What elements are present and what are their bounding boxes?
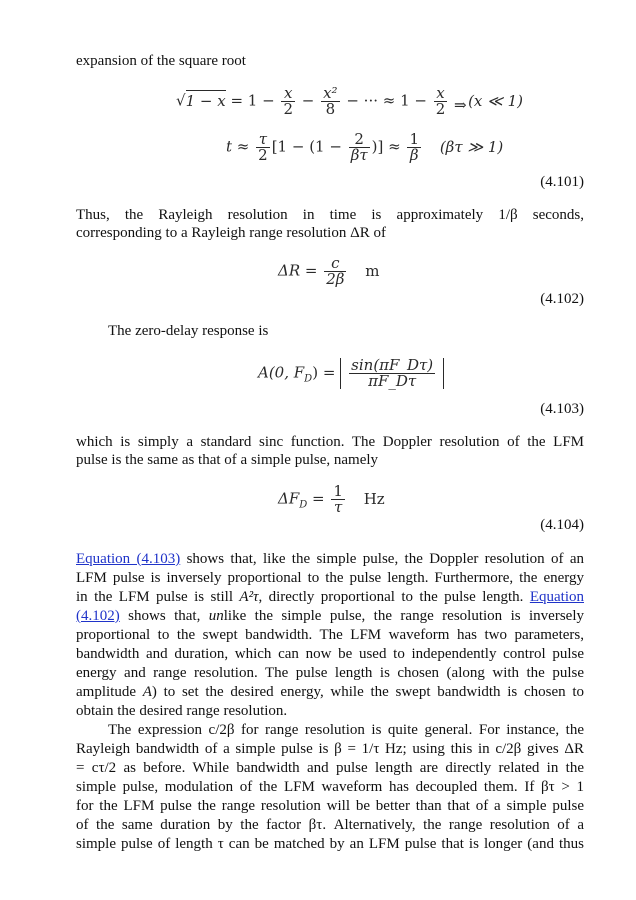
fraction-denominator: 2β bbox=[326, 270, 345, 288]
eq-subscript: D bbox=[299, 499, 308, 511]
equation-4-102-link[interactable]: Equation bbox=[529, 589, 584, 605]
fraction bbox=[331, 484, 345, 515]
eq-text: = 1 − bbox=[225, 91, 280, 110]
equation-4-104 bbox=[278, 484, 385, 515]
equation-4-101-row1 bbox=[176, 86, 523, 117]
text-span: in the LFM pulse is still bbox=[76, 589, 240, 605]
fraction bbox=[321, 86, 339, 117]
paragraph-line bbox=[76, 683, 584, 701]
text-span: shows that, like the simple pulse, the Doppler resolution of an bbox=[180, 551, 584, 567]
fraction-denominator: 2 bbox=[258, 146, 268, 164]
paragraph-line: = cτ/2 as before. While bandwidth and pulse length are directly related in the bbox=[76, 760, 584, 776]
fraction bbox=[324, 256, 346, 287]
unit-label: Hz bbox=[363, 489, 385, 508]
fraction bbox=[256, 132, 270, 163]
eq-text: )] ≈ bbox=[371, 137, 406, 156]
absolute-value bbox=[340, 358, 444, 389]
paragraph-line: pulse is the same as that of a simple pulse, namely bbox=[76, 452, 379, 468]
paragraph-line: corresponding to a Rayleigh range resolution ΔR of bbox=[76, 225, 386, 241]
text-span: , directly proportional to the pulse length. bbox=[258, 589, 530, 605]
equation-number: (4.101) bbox=[540, 174, 584, 190]
paragraph-line: energy and range resolution. The pulse length is chosen (along with the pulse bbox=[76, 665, 584, 681]
fraction bbox=[407, 132, 421, 163]
text-span: A²τ bbox=[239, 589, 259, 605]
fraction-denominator: 2 bbox=[435, 100, 446, 118]
fraction-numerator: c bbox=[324, 256, 346, 272]
eq-text: − bbox=[296, 91, 320, 110]
fraction bbox=[281, 86, 295, 117]
intro-text: expansion of the square root bbox=[76, 53, 246, 69]
sqrt-radicand: 1 − x bbox=[185, 91, 226, 110]
paragraph-line: which is simply a standard sinc function. The Doppler resolution of the LFM bbox=[76, 434, 584, 450]
equation-4-101-row2 bbox=[226, 132, 503, 163]
text-span: A bbox=[142, 684, 152, 700]
fraction bbox=[434, 86, 448, 117]
fraction-numerator: 1 bbox=[333, 482, 343, 500]
text-span: un bbox=[208, 608, 224, 624]
eq-text: ΔR = bbox=[278, 261, 323, 280]
fraction-denominator: 2 bbox=[283, 100, 293, 118]
fraction-denominator: βτ bbox=[350, 146, 368, 164]
eq-text: t ≈ bbox=[226, 137, 255, 156]
sqrt-symbol: √ bbox=[176, 91, 186, 110]
paragraph-line: simple pulse of length τ can be matched by an LFM pulse that is longer (and thus bbox=[76, 836, 584, 852]
fraction-denominator: 8 bbox=[325, 100, 336, 118]
eq-condition: (βτ ≫ 1) bbox=[439, 137, 504, 156]
fraction-denominator: τ bbox=[334, 498, 343, 516]
equation-number: (4.104) bbox=[540, 517, 584, 533]
equation-4-103-link[interactable]: Equation (4.103) bbox=[76, 551, 181, 567]
equation-4-102-link-cont[interactable]: (4.102) bbox=[76, 608, 120, 624]
fraction-numerator: sin(πF_Dτ) bbox=[351, 356, 434, 374]
fraction-numerator: x² bbox=[323, 84, 338, 102]
fraction bbox=[349, 358, 435, 389]
eq-subscript: D bbox=[304, 373, 313, 385]
paragraph-line bbox=[76, 588, 584, 606]
paragraph-line: The expression c/2β for range resolution is quite general. For instance, the bbox=[108, 722, 584, 738]
text-span: shows that, bbox=[119, 608, 209, 624]
fraction-denominator: πF_Dτ bbox=[368, 372, 417, 390]
fraction-denominator: β bbox=[409, 146, 419, 164]
fraction bbox=[349, 132, 370, 163]
eq-text: [1 − (1 − bbox=[271, 137, 347, 156]
fraction-numerator: 1 bbox=[409, 130, 420, 148]
paragraph-line: for the LFM pulse the range resolution will be better than that of a simple pulse bbox=[76, 798, 584, 814]
fraction-numerator: τ bbox=[256, 132, 270, 148]
paragraph-line: of the same duration by the factor βτ. Alternatively, the range resolution of a bbox=[76, 817, 584, 833]
fraction-numerator: x bbox=[434, 86, 448, 102]
equation-number: (4.102) bbox=[540, 291, 584, 307]
eq-condition: (x ≪ 1) bbox=[468, 91, 524, 110]
text-span: amplitude bbox=[76, 684, 143, 700]
paragraph-line: proportional to the swept bandwidth. The LFM waveform has two parameters, bbox=[76, 627, 584, 643]
text-span: ) to set the desired energy, while the swept bandwidth is chosen to bbox=[151, 684, 584, 700]
paragraph-line bbox=[76, 550, 584, 568]
unit-label: m bbox=[365, 261, 380, 280]
text-span: like the simple pulse, the range resolution is inversely bbox=[223, 608, 584, 624]
paragraph-line: bandwidth and duration, which can now be used to independently control pulse bbox=[76, 646, 584, 662]
paragraph-line: obtain the desired range resolution. bbox=[76, 703, 288, 719]
eq-text: ΔF bbox=[278, 489, 300, 508]
equation-4-103 bbox=[258, 358, 444, 389]
paragraph-line: The zero-delay response is bbox=[108, 323, 269, 339]
paragraph-line: Thus, the Rayleigh resolution in time is approximately 1/β seconds, bbox=[76, 207, 584, 223]
equation-4-102 bbox=[278, 256, 379, 287]
implies-symbol: ⇒ bbox=[454, 96, 467, 114]
paragraph-line: LFM pulse is inversely proportional to the pulse length. Furthermore, the energy bbox=[76, 570, 584, 586]
paragraph-line bbox=[76, 607, 584, 625]
paragraph-line: Rayleigh bandwidth of a simple pulse is β = 1/τ Hz; using this in c/2β gives ΔR bbox=[76, 741, 584, 757]
eq-text: − ··· ≈ 1 − bbox=[341, 91, 432, 110]
eq-text: A(0, F bbox=[258, 363, 305, 382]
eq-text: = bbox=[307, 489, 330, 508]
eq-text: ) = bbox=[312, 363, 341, 382]
fraction-numerator: 2 bbox=[349, 132, 370, 148]
fraction-numerator: x bbox=[281, 86, 295, 102]
equation-number: (4.103) bbox=[540, 401, 584, 417]
paragraph-line: simple pulse, modulation of the LFM waveform has decoupled them. If βτ > 1 bbox=[76, 779, 584, 795]
